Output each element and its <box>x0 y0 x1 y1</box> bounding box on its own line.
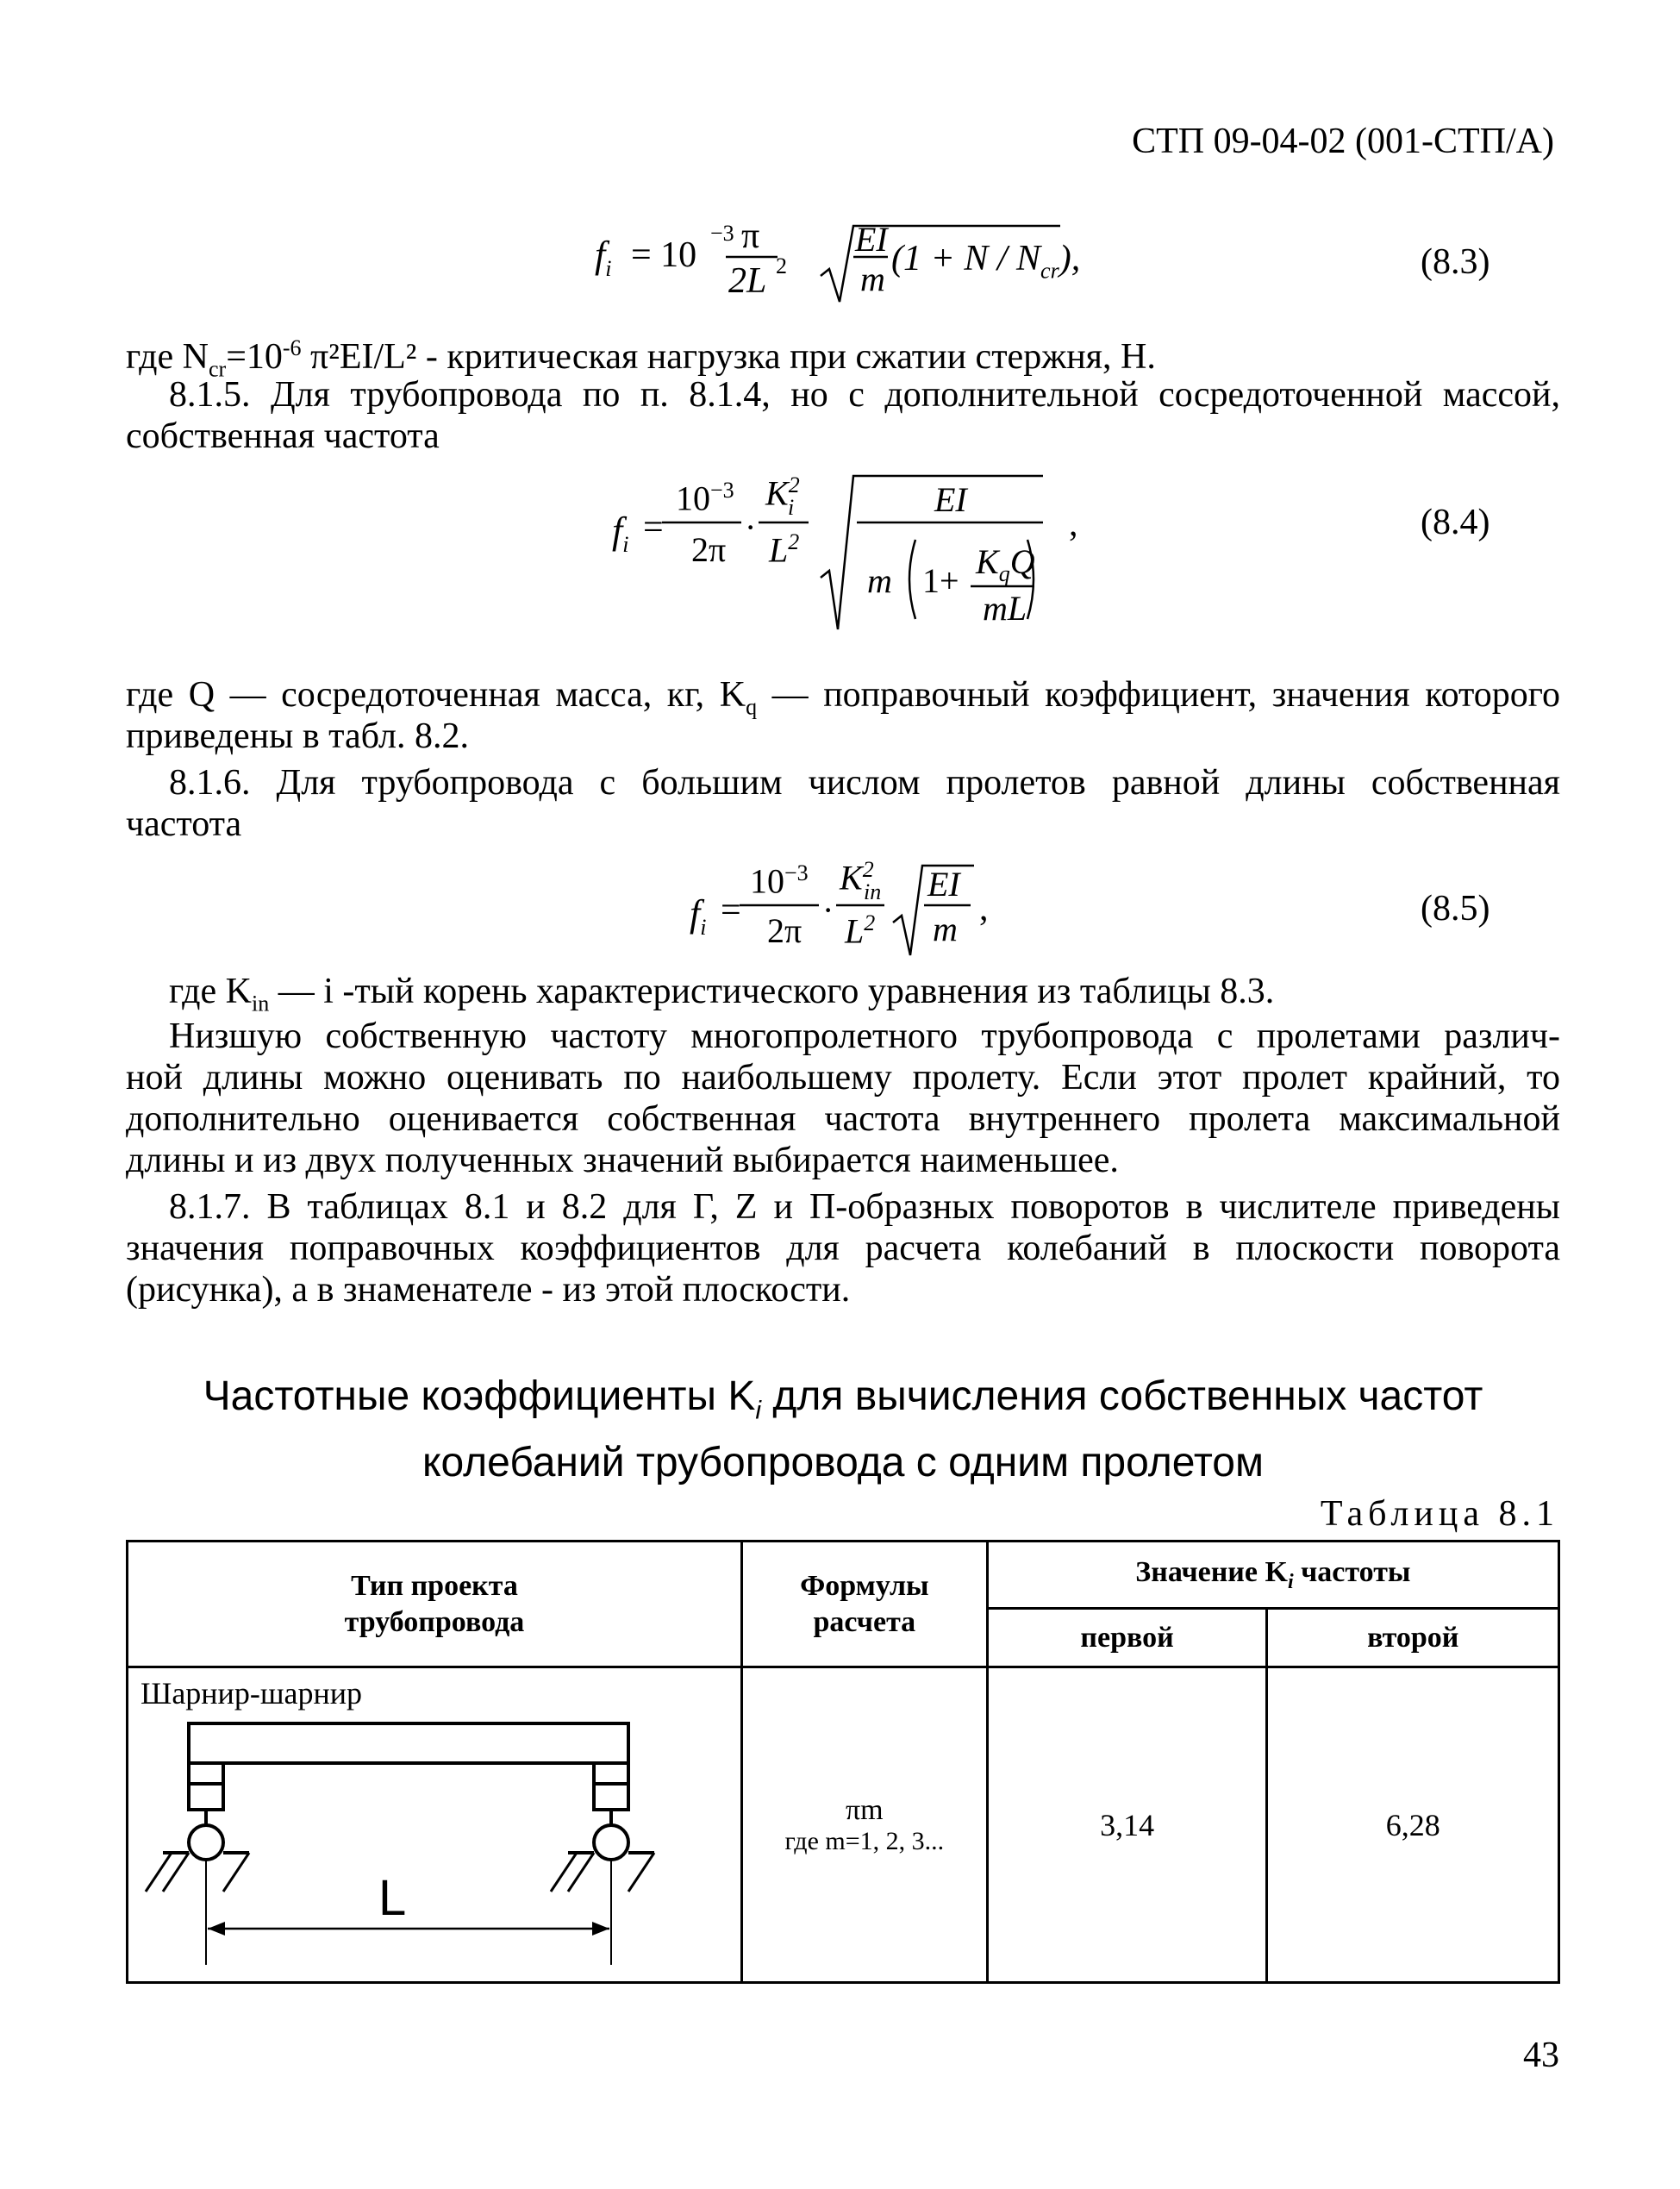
cell-second-frequency: 6,28 <box>1267 1667 1559 1983</box>
table-caption <box>126 1371 1560 1489</box>
header-first: первой <box>987 1609 1267 1667</box>
paragraph-q-definition-line2: приведены в табл. 8.2. <box>126 716 469 756</box>
paragraph-lowest-frequency-line4: длины и из двух полученных значений выбирается наименьшее. <box>126 1141 1119 1180</box>
paragraph-8-1-7-line3: (рисунка), а в знаменателе - из этой плоскости. <box>126 1270 851 1310</box>
paragraph-8-1-5-line1: 8.1.5. Для трубопровода по п. 8.1.4, но с дополнительной сосредоточенной массой, <box>169 375 1560 415</box>
equation-number-8-4: (8.4) <box>1421 503 1490 542</box>
formula-pi-m: πm <box>846 1793 884 1826</box>
paragraph-q-definition-line1: где Q — сосредоточенная масса, кг, $K_q$ — поправочный коэффициент, значения которого <box>126 675 1560 720</box>
equation-8-5: $f_i$ = $10^{-3}$ 2π · $K^2$ in $L^2$ EI m , <box>681 854 1043 974</box>
table-label: Таблица 8.1 <box>1320 1494 1559 1534</box>
formula-note: где m=1, 2, 3... <box>784 1826 945 1855</box>
equation-number-8-3: (8.3) <box>1421 242 1490 282</box>
paragraph-8-1-5-line2: собственная частота <box>126 416 440 456</box>
header-pipeline-type: Тип проекта трубопровода <box>128 1542 742 1667</box>
equation-number-8-5: (8.5) <box>1421 889 1490 929</box>
paragraph-8-1-6-line2: частота <box>126 804 242 844</box>
cell-first-frequency: 3,14 <box>987 1667 1267 1983</box>
frequency-coefficients-table <box>126 1540 1560 1984</box>
cell-formula <box>741 1667 987 1983</box>
paragraph-kin-definition: где $K_{in}$ — i -тый корень характеристического уравнения из таблицы 8.3. <box>169 972 1275 1016</box>
pipeline-type-label: Шарнир-шарнир <box>141 1676 363 1711</box>
paragraph-lowest-frequency-line2: ной длины можно оценивать по наибольшему пролету. Если этот пролет крайний, то <box>126 1058 1560 1098</box>
table-caption-line2: колебаний трубопровода с одним пролетом <box>422 1439 1264 1485</box>
header-second: второй <box>1267 1609 1559 1667</box>
page-number: 43 <box>1523 2036 1559 2075</box>
paragraph-8-1-7-line1: 8.1.7. В таблицах 8.1 и 8.2 для Г, Z и П-образных поворотов в числителе приведены <box>169 1187 1560 1227</box>
paragraph-lowest-frequency-line1: Низшую собственную частоту многопролетного трубопровода с пролетами различ- <box>169 1016 1560 1056</box>
hinge-hinge-beam-diagram <box>128 1715 732 1973</box>
paragraph-8-1-7-line2: значения поправочных коэффициентов для расчета колебаний в плоскости поворота <box>126 1229 1560 1268</box>
cell-pipeline-type <box>128 1667 742 1983</box>
header-formulas: Формулы расчета <box>741 1542 987 1667</box>
table-row <box>128 1667 1559 1983</box>
equation-8-3: $f_i$ = 10 −3 π 2L 2 EI m $(1 + N / N_{cr})$, <box>595 200 1215 312</box>
paragraph-8-1-6-line1: 8.1.6. Для трубопровода с большим числом пролетов равной длины собственная <box>169 763 1560 803</box>
document-code-header: СТП 09-04-02 (001-СТП/А) <box>1132 122 1554 161</box>
table-caption-line1: Частотные коэффициенты $K_i$ для вычисления собственных частот <box>203 1373 1483 1425</box>
paragraph-lowest-frequency-line3: дополнительно оценивается собственная частота внутреннего пролета максимальной <box>126 1099 1560 1139</box>
equation-8-4: $f_i$ = $10^{-3}$ 2π · $K^2$ i $L^2$ EI m 1+ $K_qQ$ mL , <box>612 472 1078 628</box>
span-length-label: L <box>378 1870 407 1926</box>
paragraph-ncr-definition: где $N_{cr}=10^{-6}$ π²EI/L² - критическая нагрузка при сжатии стержня, H. <box>126 335 1156 382</box>
header-ki-value: Значение $K_i$ частоты <box>987 1542 1558 1609</box>
